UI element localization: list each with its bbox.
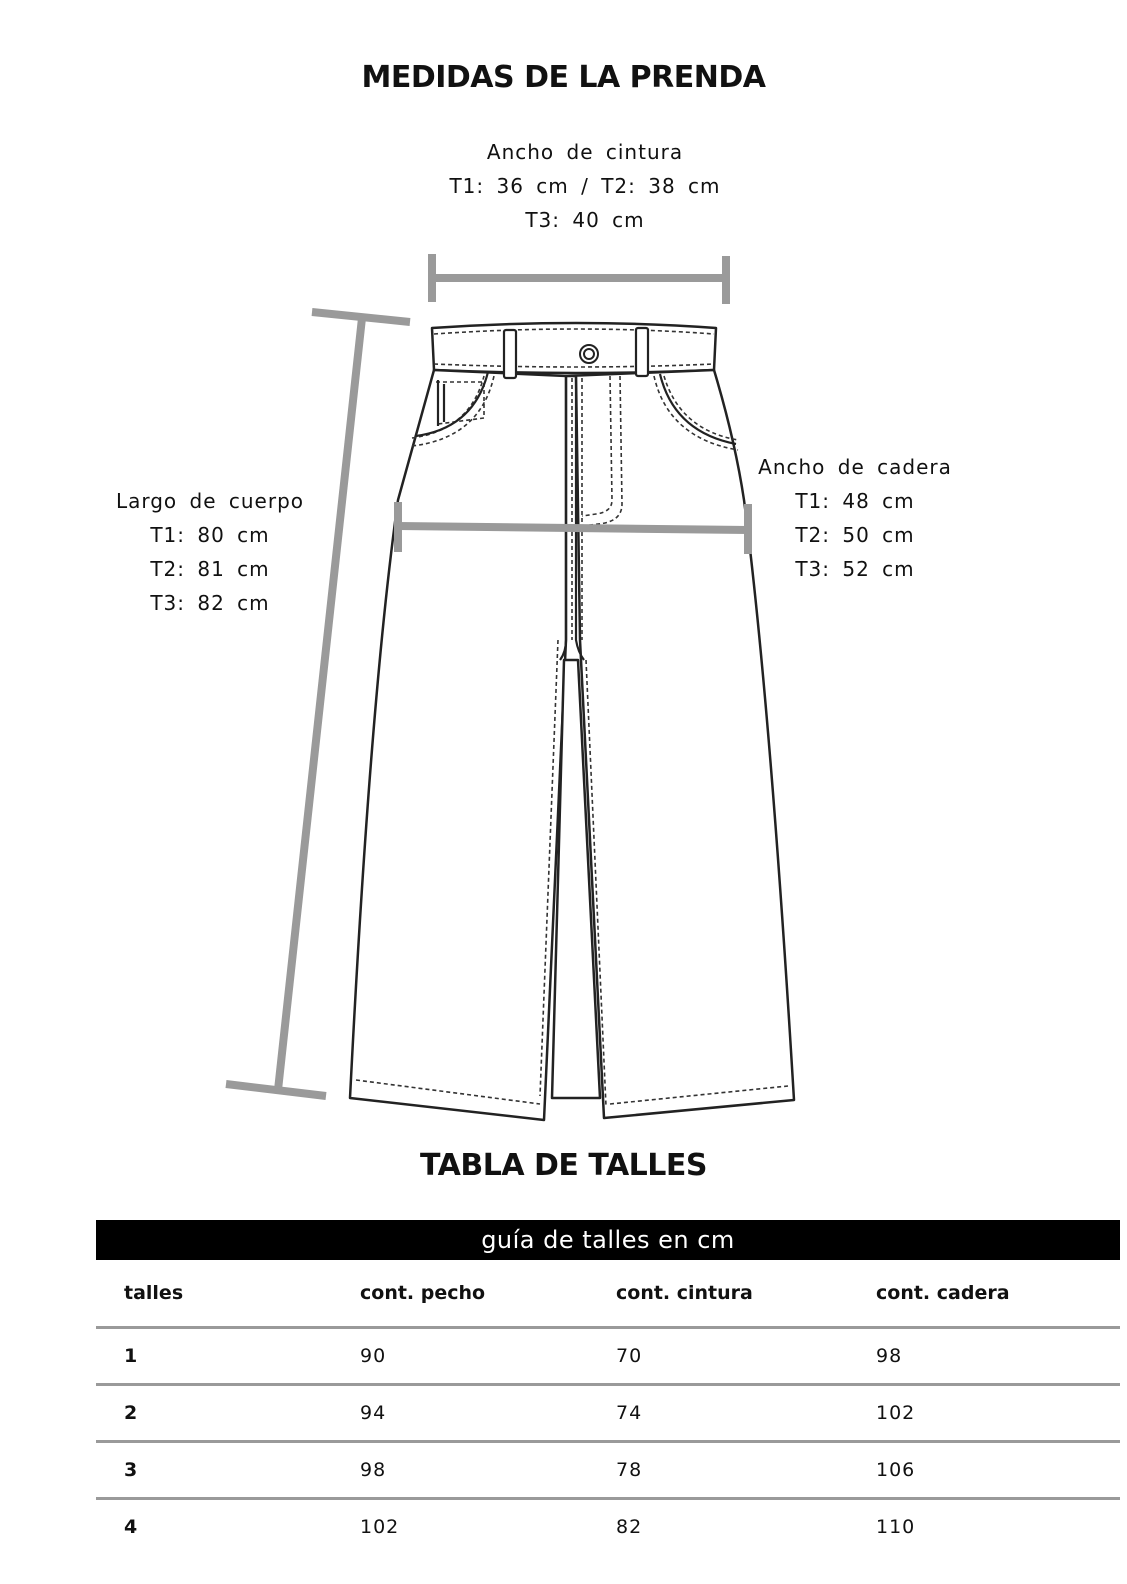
size-cell: 2 [96,1385,332,1442]
length-t2: T2: 81 cm [150,557,270,581]
pecho-cell: 102 [360,1516,400,1538]
cintura-cell: 82 [616,1516,643,1538]
table-banner: guía de talles en cm [96,1220,1120,1260]
cadera-cell: 110 [876,1516,916,1538]
hip-t2: T2: 50 cm [795,523,915,547]
hip-t1: T1: 48 cm [795,489,915,513]
cintura-cell: 70 [588,1328,848,1385]
length-t1: T1: 80 cm [150,523,270,547]
size-cell: 4 [124,1516,139,1538]
length-label: Largo de cuerpo [115,489,305,513]
cintura-cell: 74 [588,1385,848,1442]
page-title: MEDIDAS DE LA PRENDA [361,60,766,95]
table-row [96,1328,1120,1385]
waist-t3: T3: 40 cm [525,208,645,232]
size-cell: 3 [96,1442,332,1499]
pecho-cell: 90 [332,1328,588,1385]
table-header-row [96,1260,1120,1328]
table-row [96,1499,1120,1555]
hip-t3: T3: 52 cm [795,557,915,581]
header-cintura: cont. cintura [588,1260,848,1328]
waist-label: Ancho de cintura [486,140,684,164]
size-table [96,1260,1120,1554]
cadera-cell: 106 [848,1442,1120,1499]
header-cadera: cont. cadera [848,1260,1120,1328]
hip-label: Ancho de cadera [758,455,952,479]
button-icon [580,345,598,363]
pecho-cell: 94 [332,1385,588,1442]
pecho-cell: 98 [332,1442,588,1499]
header-talles: talles [96,1260,332,1328]
header-pecho: cont. pecho [332,1260,588,1328]
waist-measure-line [432,254,726,304]
table-title: TABLA DE TALLES [419,1148,708,1183]
waist-t1-t2: T1: 36 cm / T2: 38 cm [449,174,721,198]
cadera-cell: 102 [848,1385,1120,1442]
table-row [96,1442,1120,1499]
size-cell: 1 [96,1328,332,1385]
length-t3: T3: 82 cm [150,591,270,615]
cintura-cell: 78 [588,1442,848,1499]
cadera-cell: 98 [848,1328,1120,1385]
table-row [96,1385,1120,1442]
